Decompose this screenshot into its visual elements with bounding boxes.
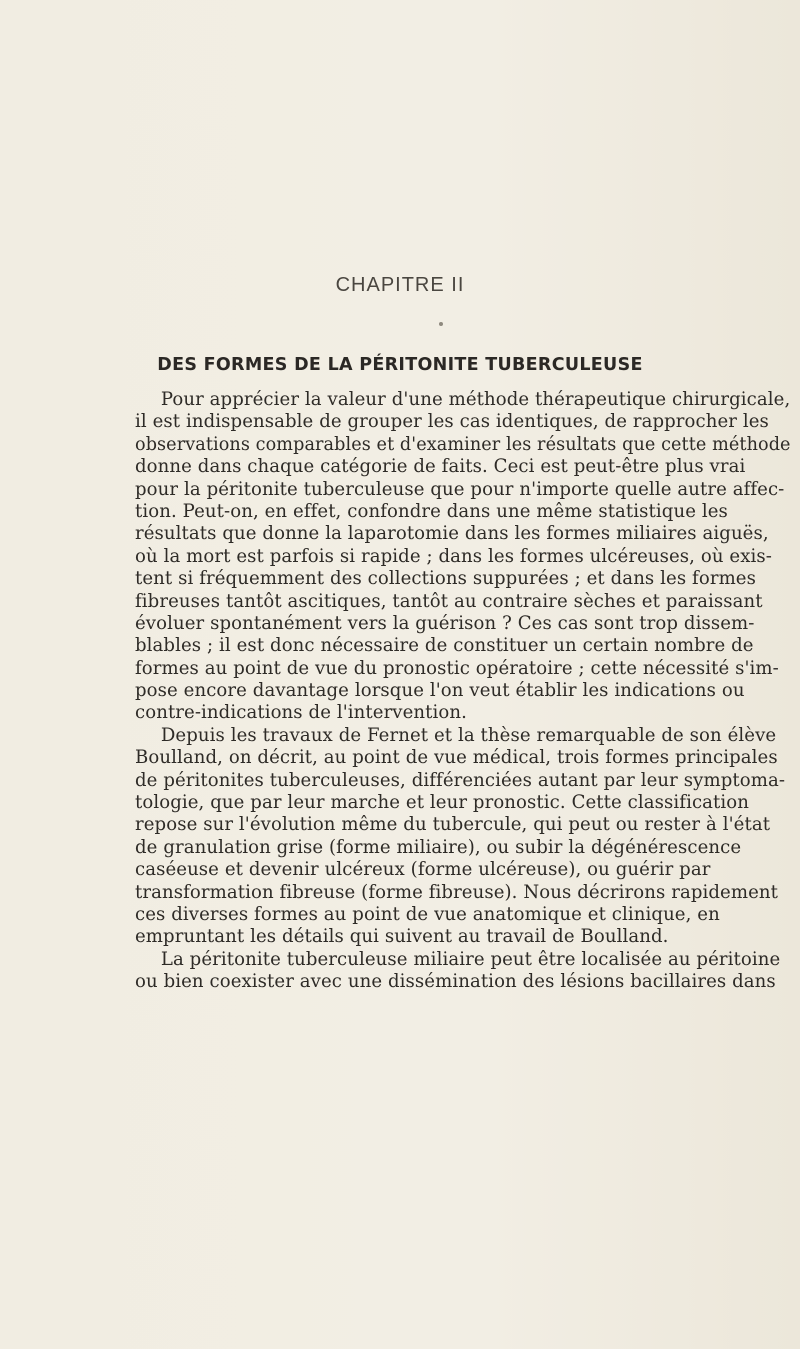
- text-line: résultats que donne la laparotomie dans les formes miliaires aiguës,: [135, 523, 769, 545]
- text-line: donne dans chaque catégorie de faits. Ceci est peut-être plus vrai: [135, 456, 746, 478]
- text-line: observations comparables et d'examiner les résultats que cette méthode: [135, 433, 791, 455]
- text-line: de péritonites tuberculeuses, différenciées autant par leur symptoma-: [135, 769, 786, 791]
- chapter-title: DES FORMES DE LA PÉRITONITE TUBERCULEUSE: [157, 355, 643, 375]
- text-line: empruntant les détails qui suivent au travail de Boulland.: [135, 926, 669, 948]
- text-line: caséeuse et devenir ulcéreux (forme ulcéreuse), ou guérir par: [135, 859, 711, 881]
- text-line: tion. Peut-on, en effet, confondre dans une même statistique les: [135, 500, 728, 522]
- text-line: ou bien coexister avec une dissémination des lésions bacillaires dans: [135, 971, 776, 993]
- text-line: repose sur l'évolution même du tubercule, qui peut ou rester à l'état: [135, 814, 771, 836]
- chapter-heading: CHAPITRE II: [335, 274, 465, 296]
- text-line: de granulation grise (forme miliaire), ou subir la dégénérescence: [135, 836, 742, 858]
- text-line: transformation fibreuse (forme fibreuse). Nous décrirons rapidement: [135, 881, 779, 903]
- text-line: Boulland, on décrit, au point de vue médical, trois formes principales: [135, 747, 778, 769]
- text-line: fibreuses tantôt ascitiques, tantôt au contraire sèches et paraissant: [135, 590, 763, 612]
- text-line: Depuis les travaux de Fernet et la thèse remarquable de son élève: [160, 724, 777, 746]
- printer-dot: [439, 322, 443, 326]
- text-line: blables ; il est donc nécessaire de constituer un certain nombre de: [135, 635, 754, 657]
- text-line: Pour apprécier la valeur d'une méthode thérapeutique chirurgicale,: [160, 389, 791, 410]
- text-line: pour la péritonite tuberculeuse que pour n'importe quelle autre affec-: [135, 478, 785, 500]
- text-line: contre-indications de l'intervention.: [135, 702, 467, 724]
- text-line: évoluer spontanément vers la guérison ? Ces cas sont trop dissem-: [135, 612, 755, 634]
- body-text: [135, 389, 795, 994]
- text-line: formes au point de vue du pronostic opératoire ; cette nécessité s'im-: [135, 657, 779, 679]
- text-line: où la mort est parfois si rapide ; dans les formes ulcéreuses, où exis-: [135, 545, 772, 567]
- text-line: pose encore davantage lorsque l'on veut établir les indications ou: [135, 680, 745, 702]
- text-line: La péritonite tuberculeuse miliaire peut être localisée au péritoine: [160, 948, 781, 970]
- text-line: il est indispensable de grouper les cas identiques, de rapprocher les: [135, 411, 769, 433]
- text-line: ces diverses formes au point de vue anatomique et clinique, en: [135, 903, 720, 925]
- text-line: tent si fréquemment des collections suppurées ; et dans les formes: [135, 568, 756, 590]
- text-line: tologie, que par leur marche et leur pronostic. Cette classification: [135, 792, 750, 814]
